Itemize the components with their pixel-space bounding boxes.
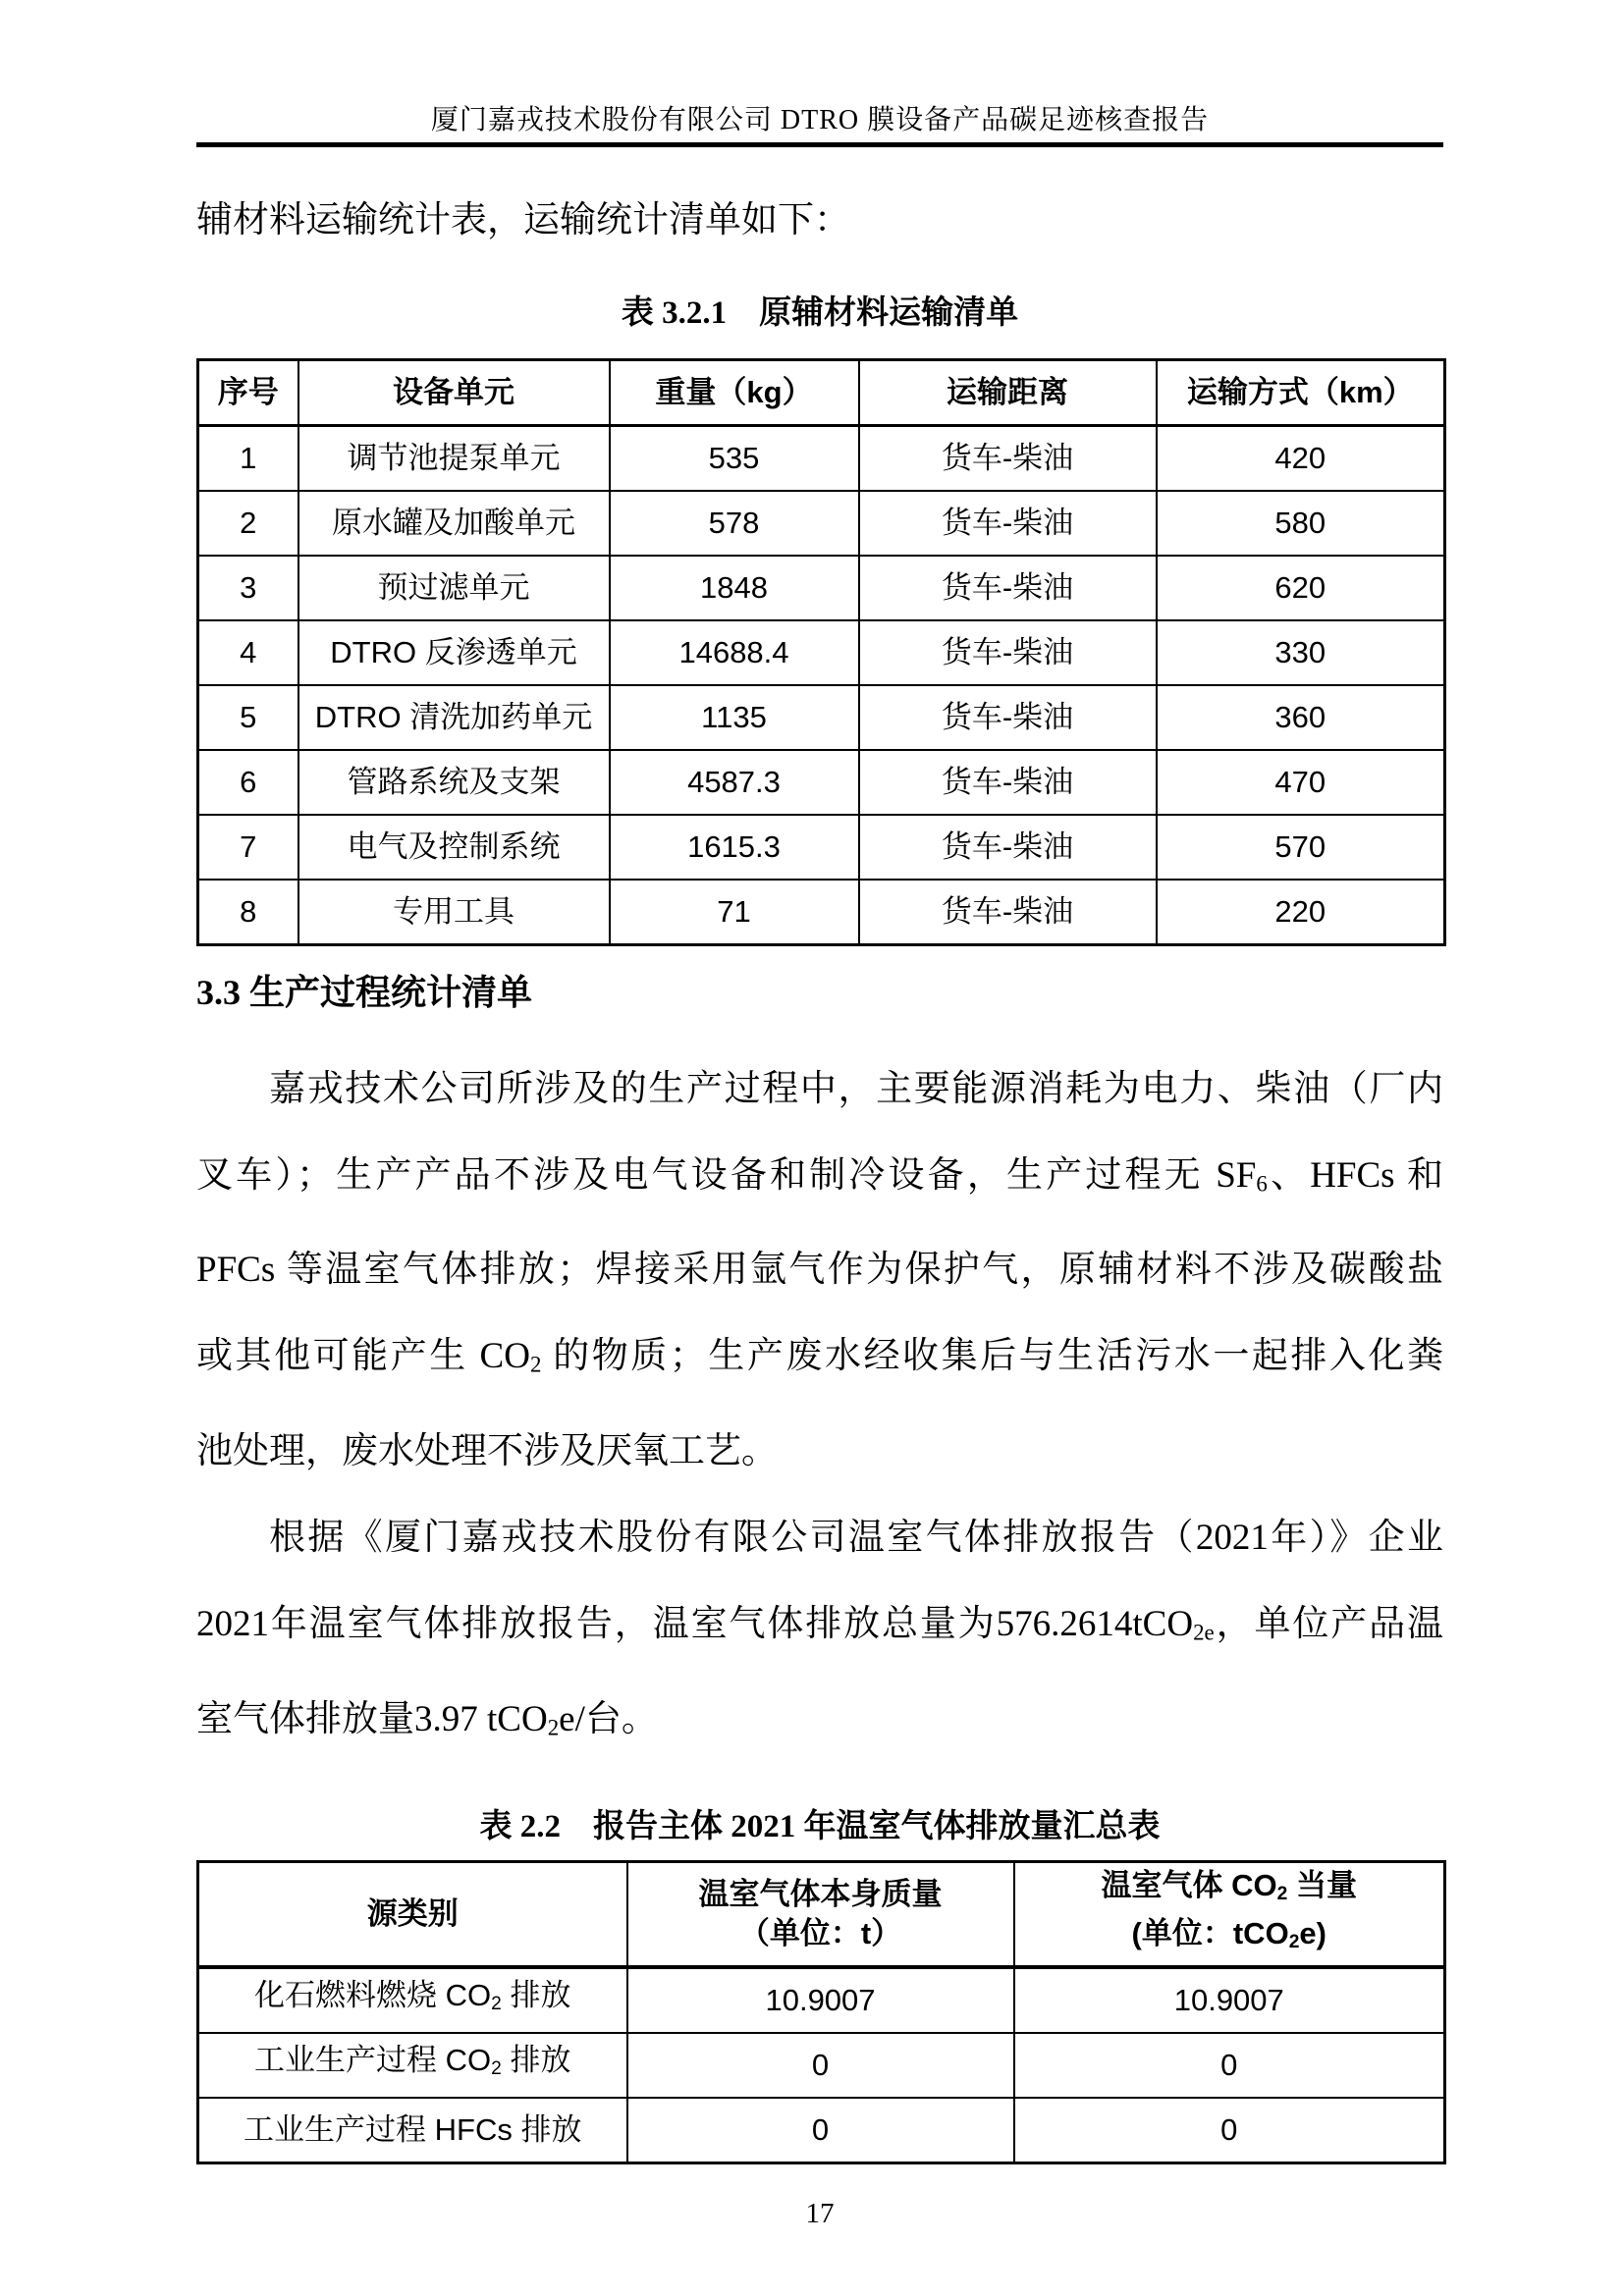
cell-mode: 580 xyxy=(1157,491,1445,556)
cell-mode: 620 xyxy=(1157,556,1445,620)
table1-col-mode: 运输方式（km） xyxy=(1157,360,1445,426)
table-row xyxy=(198,1967,1445,2033)
cell-index: 4 xyxy=(198,620,298,685)
intro-line: 辅材料运输统计表，运输统计清单如下： xyxy=(196,200,850,240)
paragraph-line: 池处理，废水处理不涉及厌氧工艺。 xyxy=(196,1431,778,1472)
cell-source: 工业生产过程 $CO_2$ 排放 xyxy=(198,2033,627,2098)
cell-distance: 货车-柴油 xyxy=(859,815,1157,880)
table1-caption: 表 3.2.1 原辅材料运输清单 xyxy=(621,295,1019,331)
cell-unit: 调节池提泵单元 xyxy=(298,426,610,492)
table2-col-gas-mass xyxy=(627,1862,1014,1967)
paragraph-line: 或其他可能产生 $CO_2$ 的物质；生产废水经收集后与生活污水一起排入化粪 xyxy=(196,1336,1444,1378)
page-number: 17 xyxy=(805,2197,835,2229)
cell-gas-mass: 0 xyxy=(627,2098,1014,2163)
table1-col-weight: 重量（kg） xyxy=(610,360,859,426)
paragraph-line: PFCs 等温室气体排放；焊接采用氩气作为保护气，原辅材料不涉及碳酸盐 xyxy=(196,1250,1443,1291)
cell-unit: DTRO 清洗加药单元 xyxy=(298,685,610,750)
paragraph-ghg-report xyxy=(196,1495,1443,1771)
table1-header-row xyxy=(198,360,1445,426)
cell-weight: 578 xyxy=(610,491,859,556)
paragraph-line: 嘉戎技术公司所涉及的生产过程中，主要能源消耗为电力、柴油（厂内 xyxy=(269,1068,1443,1109)
cell-mode: 420 xyxy=(1157,426,1445,492)
cell-index: 3 xyxy=(198,556,298,620)
table-row xyxy=(198,815,1445,880)
paragraph-line: 叉车）；生产产品不涉及电气设备和制冷设备，生产过程无 $SF_6$、HFCs 和 xyxy=(196,1154,1443,1197)
cell-unit: 预过滤单元 xyxy=(298,556,610,620)
ghg-emission-summary-table xyxy=(196,1860,1446,2164)
cell-distance: 货车-柴油 xyxy=(859,556,1157,620)
cell-mode: 330 xyxy=(1157,620,1445,685)
table1-col-distance: 运输距离 xyxy=(859,360,1157,426)
cell-index: 6 xyxy=(198,750,298,815)
cell-mode: 220 xyxy=(1157,880,1445,945)
table-row xyxy=(198,556,1445,620)
cell-distance: 货车-柴油 xyxy=(859,880,1157,945)
table-row xyxy=(198,880,1445,945)
cell-unit: 专用工具 xyxy=(298,880,610,945)
cell-index: 1 xyxy=(198,426,298,492)
table-row xyxy=(198,620,1445,685)
cell-unit: 原水罐及加酸单元 xyxy=(298,491,610,556)
page-header xyxy=(196,0,1443,147)
cell-unit: 电气及控制系统 xyxy=(298,815,610,880)
table-row xyxy=(198,750,1445,815)
cell-co2e: 10.9007 xyxy=(1014,1967,1445,2033)
cell-weight: 535 xyxy=(610,426,859,492)
cell-gas-mass: 0 xyxy=(627,2033,1014,2098)
cell-distance: 货车-柴油 xyxy=(859,685,1157,750)
cell-weight: 4587.3 xyxy=(610,750,859,815)
cell-index: 5 xyxy=(198,685,298,750)
table1-col-index: 序号 xyxy=(198,360,298,426)
header-line: 温室气体本身质量 xyxy=(698,1877,943,1912)
cell-weight: 1135 xyxy=(610,685,859,750)
cell-index: 8 xyxy=(198,880,298,945)
cell-weight: 14688.4 xyxy=(610,620,859,685)
paragraph-line: 2021年温室气体排放报告，温室气体排放总量为576.2614tCO$_{2e}$，单位产品温 xyxy=(196,1604,1444,1645)
header-line: 温室气体 $CO_2$ 当量 xyxy=(1101,1868,1357,1905)
paragraph-line: 室气体排放量3.97 tCO$_2$e/台。 xyxy=(196,1698,658,1740)
cell-index: 2 xyxy=(198,491,298,556)
cell-distance: 货车-柴油 xyxy=(859,491,1157,556)
table-row xyxy=(198,426,1445,492)
header-line: 源类别 xyxy=(366,1896,459,1932)
cell-mode: 360 xyxy=(1157,685,1445,750)
cell-weight: 71 xyxy=(610,880,859,945)
table1-col-unit: 设备单元 xyxy=(298,360,610,426)
cell-distance: 货车-柴油 xyxy=(859,620,1157,685)
table2-col-co2e xyxy=(1014,1862,1445,1967)
cell-distance: 货车-柴油 xyxy=(859,750,1157,815)
table2-caption: 表 2.2 报告主体 2021 年温室气体排放量汇总表 xyxy=(479,1809,1161,1845)
cell-mode: 570 xyxy=(1157,815,1445,880)
cell-unit: 管路系统及支架 xyxy=(298,750,610,815)
cell-index: 7 xyxy=(198,815,298,880)
cell-source: 化石燃料燃烧 $CO_2$ 排放 xyxy=(198,1967,627,2033)
report-title-header: 厦门嘉戎技术股份有限公司 DTRO 膜设备产品碳足迹核查报告 xyxy=(430,105,1210,135)
paragraph-line: 根据《厦门嘉戎技术股份有限公司温室气体排放报告（2021年）》企业 xyxy=(269,1518,1443,1559)
cell-co2e: 0 xyxy=(1014,2098,1445,2163)
table-row xyxy=(198,2033,1445,2098)
materials-transport-table xyxy=(196,358,1446,946)
table-row xyxy=(198,685,1445,750)
cell-weight: 1615.3 xyxy=(610,815,859,880)
table2-header-row xyxy=(198,1862,1445,1967)
section-heading-3-3: 3.3 生产过程统计清单 xyxy=(196,973,533,1012)
cell-co2e: 0 xyxy=(1014,2033,1445,2098)
table2-col-source xyxy=(198,1862,627,1967)
table-row xyxy=(198,2098,1445,2163)
cell-gas-mass: 10.9007 xyxy=(627,1967,1014,2033)
cell-mode: 470 xyxy=(1157,750,1445,815)
cell-source: 工业生产过程 HFCs 排放 xyxy=(198,2098,627,2163)
cell-weight: 1848 xyxy=(610,556,859,620)
header-unit-line: （单位：t） xyxy=(738,1916,902,1951)
cell-distance: 货车-柴油 xyxy=(859,426,1157,492)
paragraph-production-process xyxy=(196,1046,1443,1495)
cell-unit: DTRO 反渗透单元 xyxy=(298,620,610,685)
table-row xyxy=(198,491,1445,556)
header-unit-line: (单位：tCO$_2$e) xyxy=(1131,1916,1326,1952)
